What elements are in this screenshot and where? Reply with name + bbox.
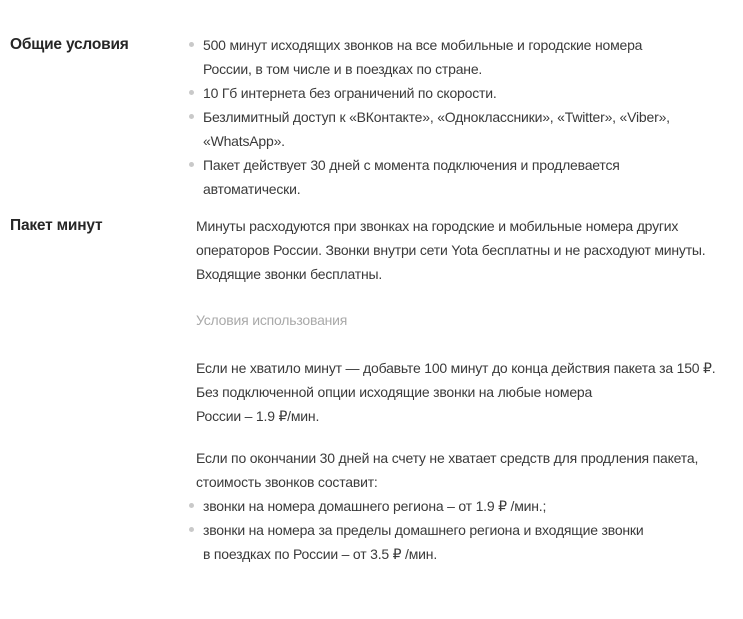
section-minutes-package	[0, 214, 743, 566]
text-line: Если не хватило минут — добавьте 100 минут до конца действия пакета за 150 ₽.	[196, 360, 716, 376]
list-item	[196, 81, 743, 105]
section-content	[196, 214, 743, 566]
bullet-icon	[189, 527, 194, 532]
text-line: стоимость звонков составит:	[196, 474, 378, 490]
list-item	[196, 153, 743, 201]
text-line: в поездках по России – от 3.5 ₽ /мин.	[203, 546, 438, 562]
text-line: 10 Гб интернета без ограничений по скорости.	[203, 85, 497, 101]
section-content	[196, 33, 743, 201]
text-line: автоматически.	[203, 181, 301, 197]
top-up-paragraph	[196, 356, 743, 428]
list-item	[196, 105, 743, 153]
bullet-icon	[189, 162, 194, 167]
bullet-icon	[189, 503, 194, 508]
text-line: Безлимитный доступ к «ВКонтакте», «Одноклассники», «Twitter», «Viber»,	[203, 109, 670, 125]
text-line: звонки на номера за пределы домашнего региона и входящие звонки	[203, 522, 644, 538]
expiry-rates-list	[196, 494, 743, 566]
text-line: Пакет действует 30 дней с момента подключения и продлевается	[203, 157, 620, 173]
text-line: Минуты расходуются при звонках на городские и мобильные номера других	[196, 218, 679, 234]
bullet-icon	[189, 114, 194, 119]
text-line: «WhatsApp».	[203, 133, 285, 149]
bullet-icon	[189, 90, 194, 95]
plan-conditions-page	[0, 33, 743, 566]
section-general-conditions	[0, 33, 743, 201]
text-line: 500 минут исходящих звонков на все мобильные и городские номера	[203, 37, 643, 53]
text-line: звонки на номера домашнего региона – от 1.9 ₽ /мин.;	[203, 498, 547, 514]
bullet-icon	[189, 42, 194, 47]
text-line: Входящие звонки бесплатны.	[196, 266, 383, 282]
section-title: Пакет минут	[10, 217, 103, 234]
expiry-paragraph	[196, 446, 743, 494]
list-item	[196, 494, 743, 518]
text-line: Без подключенной опции исходящие звонки на любые номера	[196, 384, 593, 400]
intro-paragraph	[196, 214, 743, 286]
text-line: России – 1.9 ₽/мин.	[196, 408, 320, 424]
text-line: операторов России. Звонки внутри сети Yota бесплатны и не расходуют минуты.	[196, 242, 706, 258]
list-item	[196, 518, 743, 566]
text-line: Если по окончании 30 дней на счету не хватает средств для продления пакета,	[196, 450, 699, 466]
general-conditions-list	[196, 33, 743, 201]
list-item	[196, 33, 743, 81]
text-line: России, в том числе и в поездках по стране.	[203, 61, 483, 77]
section-title: Общие условия	[10, 36, 129, 53]
subsection-title: Условия использования	[196, 312, 348, 328]
